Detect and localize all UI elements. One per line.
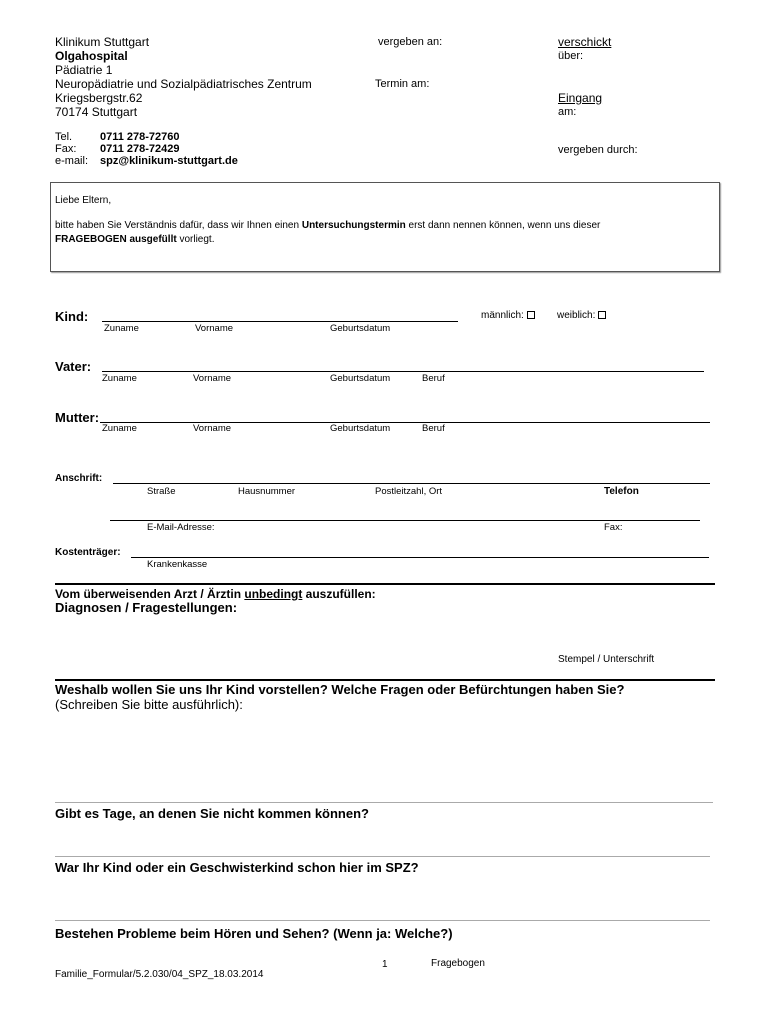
weiblich-label: weiblich:: [557, 310, 596, 321]
weiblich-option[interactable]: [557, 310, 606, 322]
maennlich-option[interactable]: [481, 310, 535, 322]
city: 70174 Stuttgart: [55, 105, 138, 119]
answer-3-line[interactable]: [55, 920, 710, 921]
question-1: Weshalb wollen Sie uns Ihr Kind vorstellen? Welche Fragen oder Befürchtungen haben Sie?: [55, 682, 625, 697]
notice-text-bold-1: Untersuchungstermin: [301, 220, 406, 231]
street: Kriegsbergstr.62: [55, 91, 143, 105]
fax-caption: Fax:: [604, 522, 623, 533]
fax-label: Fax:: [55, 143, 77, 155]
question-2: Gibt es Tage, an denen Sie nicht kommen können?: [55, 806, 369, 821]
vater-label: Vater:: [55, 359, 92, 374]
anschrift-label: Anschrift:: [55, 473, 103, 484]
anschrift-input-line[interactable]: [113, 483, 710, 484]
mutter-input-line[interactable]: [100, 422, 710, 423]
notice-text-bold-2: FRAGEBOGEN ausgefüllt: [55, 234, 177, 245]
vater-zuname-caption: Zuname: [102, 373, 137, 384]
notice-line-1: [55, 220, 600, 232]
stempel-caption: Stempel / Unterschrift: [558, 654, 655, 665]
question-3: War Ihr Kind oder ein Geschwisterkind schon hier im SPZ?: [55, 860, 419, 875]
doctor-instruction: [55, 587, 376, 601]
maennlich-checkbox[interactable]: [527, 311, 535, 319]
notice-line-2: [55, 234, 214, 246]
vater-input-line[interactable]: [102, 371, 704, 372]
page-number: 1: [382, 959, 388, 970]
section-divider-questions: [55, 679, 715, 681]
am-label: am:: [558, 106, 577, 118]
kind-zuname-caption: Zuname: [104, 323, 139, 334]
question-4: Bestehen Probleme beim Hören und Sehen? (Wenn ja: Welche?): [55, 926, 453, 941]
department: Pädiatrie 1: [55, 63, 113, 77]
mutter-beruf-caption: Beruf: [422, 423, 445, 434]
hausnummer-caption: Hausnummer: [238, 486, 296, 497]
vergeben-an-label: vergeben an:: [378, 36, 443, 48]
krankenkasse-caption: Krankenkasse: [147, 559, 208, 570]
footer-form-code: Familie_Formular/5.2.030/04_SPZ_18.03.2014: [55, 969, 264, 980]
answer-2-line[interactable]: [55, 856, 710, 857]
kind-geburtsdatum-caption: Geburtsdatum: [330, 323, 391, 334]
email-label: e-mail:: [55, 155, 89, 167]
telefon-caption: Telefon: [604, 486, 639, 497]
kind-vorname-caption: Vorname: [195, 323, 234, 334]
mutter-geburtsdatum-caption: Geburtsdatum: [330, 423, 391, 434]
kostentraeger-input-line[interactable]: [131, 557, 709, 558]
vergeben-durch-label: vergeben durch:: [558, 144, 638, 156]
email-fax-input-line[interactable]: [110, 520, 700, 521]
ueber-label: über:: [558, 50, 584, 62]
tel-value: 0711 278-72760: [100, 131, 180, 143]
notice-greeting: Liebe Eltern,: [55, 195, 112, 206]
vater-beruf-caption: Beruf: [422, 373, 445, 384]
diagnosen-heading: Diagnosen / Fragestellungen:: [55, 600, 238, 615]
doctor-instruction-post: auszufüllen:: [302, 587, 376, 601]
tel-label: Tel.: [55, 131, 73, 143]
mutter-vorname-caption: Vorname: [193, 423, 232, 434]
mutter-zuname-caption: Zuname: [102, 423, 137, 434]
kind-label: Kind:: [55, 309, 89, 324]
weiblich-checkbox[interactable]: [598, 311, 606, 319]
kind-input-line[interactable]: [102, 321, 458, 322]
doctor-instruction-pre: Vom überweisenden Arzt / Ärztin: [55, 587, 245, 601]
verschickt-label: verschickt: [558, 35, 612, 49]
vater-geburtsdatum-caption: Geburtsdatum: [330, 373, 391, 384]
strasse-caption: Straße: [147, 486, 176, 497]
notice-text-mid: erst dann nennen können, wenn uns dieser: [405, 220, 601, 231]
clinic-name: Klinikum Stuttgart: [55, 35, 150, 49]
email-value: spz@klinikum-stuttgart.de: [100, 155, 238, 167]
eingang-label: Eingang: [558, 91, 603, 105]
fax-value: 0711 278-72429: [100, 143, 180, 155]
mutter-label: Mutter:: [55, 410, 100, 425]
doctor-instruction-underlined: unbedingt: [244, 587, 303, 601]
question-1-sub: (Schreiben Sie bitte ausführlich):: [55, 697, 243, 712]
center-name: Neuropädiatrie und Sozialpädiatrisches Zentrum: [55, 77, 312, 91]
kostentraeger-label: Kostenträger:: [55, 547, 121, 558]
section-divider-doctor: [55, 583, 715, 585]
notice-text-pre: bitte haben Sie Verständnis dafür, dass wir Ihnen einen: [55, 220, 302, 231]
notice-text-post: vorliegt.: [176, 234, 215, 245]
answer-1-line[interactable]: [55, 802, 713, 803]
termin-am-label: Termin am:: [375, 78, 430, 90]
plz-ort-caption: Postleitzahl, Ort: [375, 486, 443, 497]
email-adresse-caption: E-Mail-Adresse:: [147, 522, 215, 533]
maennlich-label: männlich:: [481, 310, 524, 321]
vater-vorname-caption: Vorname: [193, 373, 232, 384]
hospital-name: Olgahospital: [55, 49, 128, 63]
footer-label: Fragebogen: [431, 958, 485, 969]
